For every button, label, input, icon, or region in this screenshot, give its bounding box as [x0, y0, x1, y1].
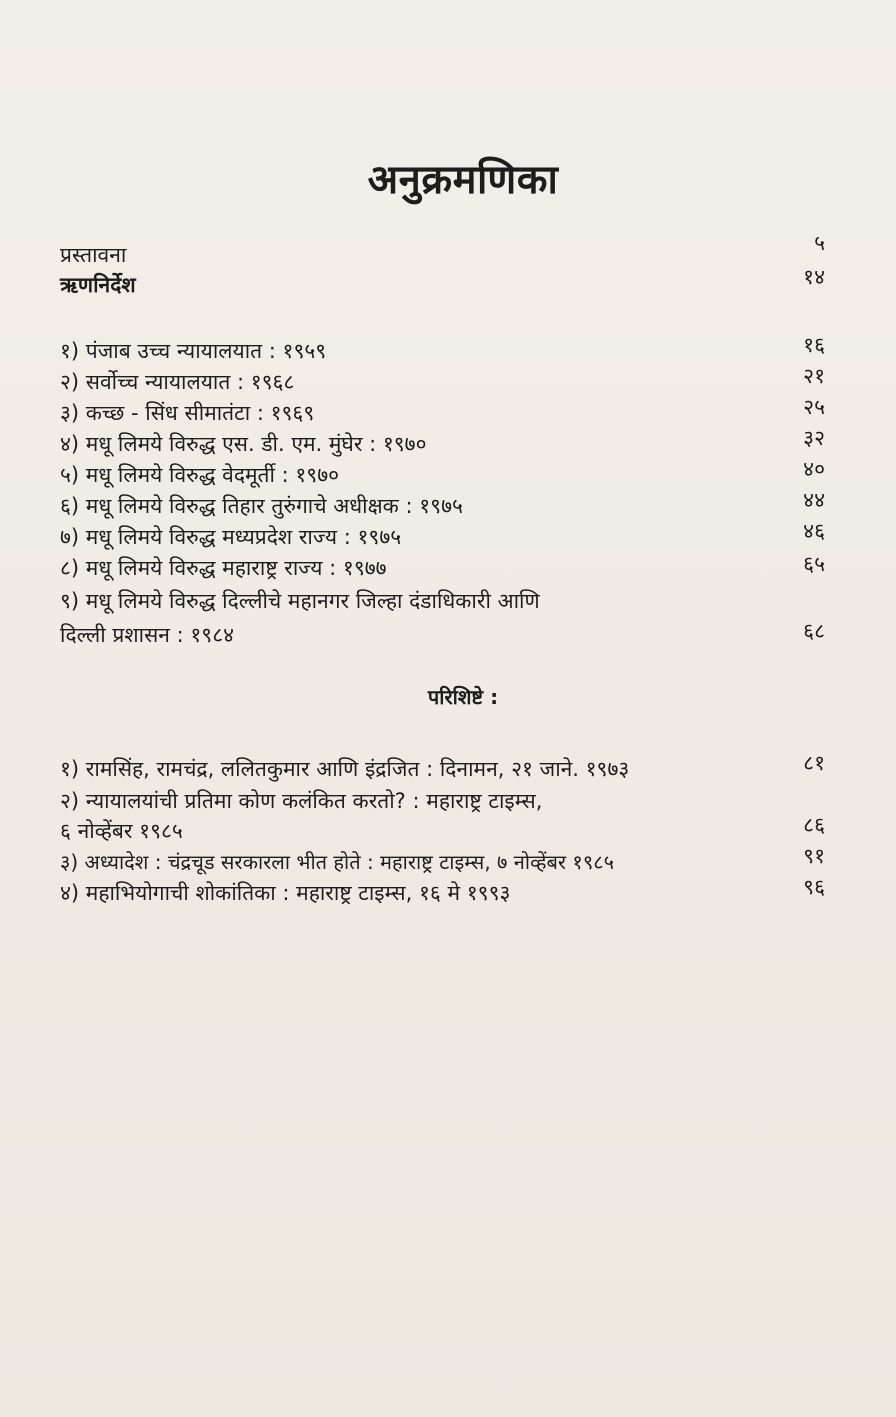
toc-entry-page: ६८: [803, 619, 825, 643]
page-title: अनुक्रमणिका: [367, 157, 559, 203]
toc-entry-page: ४४: [803, 488, 825, 512]
toc-entry-page: ९६: [803, 875, 825, 899]
toc-entry-page: ८६: [803, 813, 825, 837]
toc-entry-label: ८) मधू लिमये विरुद्ध महाराष्ट्र राज्य : १९७७: [60, 556, 387, 580]
toc-entry-label: ३) अध्यादेश : चंद्रचूड सरकारला भीत होते : महाराष्ट्र टाइम्स, ७ नोव्हेंबर १९८५: [60, 850, 615, 874]
toc-entry-label: ४) महाभियोगाची शोकांतिका : महाराष्ट्र टाइम्स, १६ मे १९९३: [60, 881, 511, 905]
toc-entry-page: ३२: [803, 426, 825, 450]
toc-entry-label: ६ नोव्हेंबर १९८५: [60, 819, 183, 843]
toc-entry-label: ९) मधू लिमये विरुद्ध दिल्लीचे महानगर जिल्हा दंडाधिकारी आणि: [60, 589, 540, 613]
toc-entry-page: २५: [803, 395, 825, 419]
toc-entry-page: २१: [803, 364, 825, 388]
toc-entry-label: ४) मधू लिमये विरुद्ध एस. डी. एम. मुंघेर : १९७०: [60, 432, 427, 456]
toc-entry-label: ऋणनिर्देश: [60, 273, 136, 297]
toc-entry-label: प्रस्तावना: [60, 243, 127, 267]
toc-entry-label: २) सर्वोच्च न्यायालयात : १९६८: [60, 370, 295, 394]
toc-entry-page: ८१: [803, 751, 825, 775]
toc-entry-label: १) रामसिंह, रामचंद्र, ललितकुमार आणि इंद्रजित : दिनामन, २१ जाने. १९७३: [60, 757, 630, 781]
toc-entry-label: ५) मधू लिमये विरुद्ध वेदमूर्ती : १९७०: [60, 463, 340, 487]
toc-entry-label: ३) कच्छ - सिंध सीमातंटा : १९६९: [60, 401, 315, 425]
toc-entry-label: दिल्ली प्रशासन : १९८४: [60, 623, 235, 647]
toc-entry-label: ६) मधू लिमये विरुद्ध तिहार तुरुंगाचे अधीक्षक : १९७५: [60, 494, 463, 518]
toc-entry-label: ७) मधू लिमये विरुद्ध मध्यप्रदेश राज्य : १९७५: [60, 525, 402, 549]
toc-entry-page: ४०: [803, 457, 825, 481]
toc-entry-page: ९१: [803, 844, 825, 868]
toc-entry-page: १४: [803, 265, 825, 289]
toc-entry-page: ५: [814, 231, 825, 255]
appendix-heading: परिशिष्टे :: [427, 685, 499, 709]
toc-entry-page: १६: [803, 333, 825, 357]
toc-entry-label: १) पंजाब उच्च न्यायालयात : १९५९: [60, 339, 327, 363]
toc-entry-label: २) न्यायालयांची प्रतिमा कोण कलंकित करतो? : महाराष्ट्र टाइम्स,: [60, 789, 543, 813]
toc-entry-page: ६५: [803, 552, 825, 576]
toc-entry-page: ४६: [803, 519, 825, 543]
